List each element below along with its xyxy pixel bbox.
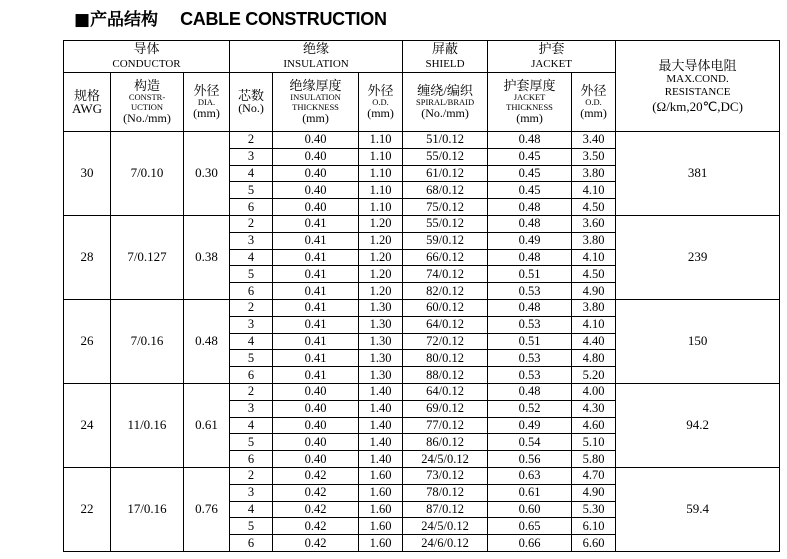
spiral-braid-cell: 51/0.12 [403,132,488,149]
insulation-od-cell: 1.60 [359,467,403,484]
table-row [64,299,780,316]
insulation-od-header: 外径 O.D. (mm) [359,73,403,132]
jacket-thickness-cell: 0.48 [488,199,572,216]
jacket-thickness-cell: 0.48 [488,215,572,232]
insulation-od-cell: 1.60 [359,501,403,518]
jacket-thickness-cell: 0.61 [488,484,572,501]
awg-cell: 24 [64,383,111,467]
jacket-od-cell: 4.80 [572,350,616,367]
spiral-braid-cell: 24/5/0.12 [403,518,488,535]
insulation-thickness-cell: 0.40 [273,199,359,216]
jacket-od-cell: 4.10 [572,316,616,333]
spiral-braid-cell: 64/0.12 [403,316,488,333]
insulation-thickness-cell: 0.41 [273,316,359,333]
construction-cell: 17/0.16 [111,467,184,551]
jacket-od-cell: 4.50 [572,199,616,216]
construction-cell: 7/0.10 [111,132,184,216]
cores-cell: 2 [230,215,273,232]
insulation-thickness-cell: 0.40 [273,132,359,149]
spiral-braid-cell: 24/5/0.12 [403,451,488,468]
jacket-od-cell: 4.60 [572,417,616,434]
table-row [64,383,780,400]
insulation-od-cell: 1.60 [359,518,403,535]
jacket-thickness-cell: 0.53 [488,350,572,367]
spiral-braid-cell: 80/0.12 [403,350,488,367]
spiral-braid-cell: 68/0.12 [403,182,488,199]
cores-cell: 4 [230,417,273,434]
spiral-braid-cell: 69/0.12 [403,400,488,417]
spiral-braid-cell: 55/0.12 [403,215,488,232]
cores-cell: 6 [230,367,273,384]
insulation-od-cell: 1.30 [359,299,403,316]
cores-cell: 6 [230,283,273,300]
resistance-header: 最大导体电阻 MAX.COND. RESISTANCE (Ω/km,20℃,DC) [616,41,780,132]
cores-cell: 5 [230,518,273,535]
awg-cell: 26 [64,299,111,383]
jacket-thickness-cell: 0.53 [488,283,572,300]
jacket-thickness-cell: 0.49 [488,417,572,434]
cores-cell: 5 [230,266,273,283]
spiral-braid-cell: 87/0.12 [403,501,488,518]
jacket-thickness-cell: 0.60 [488,501,572,518]
jacket-thickness-cell: 0.66 [488,535,572,552]
cores-cell: 5 [230,434,273,451]
table-row [64,132,780,149]
table-body [64,132,780,552]
jacket-thickness-cell: 0.48 [488,299,572,316]
awg-cell: 28 [64,215,111,299]
spiral-braid-cell: 61/0.12 [403,165,488,182]
insulation-od-cell: 1.40 [359,400,403,417]
shield-header: 屏蔽 SHIELD [403,41,488,73]
jacket-od-cell: 3.80 [572,232,616,249]
insulation-od-cell: 1.40 [359,434,403,451]
dia-cell: 0.48 [184,299,230,383]
insulation-od-cell: 1.20 [359,215,403,232]
cores-cell: 4 [230,165,273,182]
jacket-od-cell: 4.00 [572,383,616,400]
insulation-thickness-cell: 0.40 [273,434,359,451]
insulation-thickness-cell: 0.40 [273,182,359,199]
jacket-od-cell: 5.30 [572,501,616,518]
jacket-thickness-cell: 0.45 [488,148,572,165]
cores-cell: 6 [230,451,273,468]
spiral-braid-cell: 24/6/0.12 [403,535,488,552]
dia-cell: 0.38 [184,215,230,299]
insulation-thickness-cell: 0.40 [273,383,359,400]
insulation-od-cell: 1.20 [359,283,403,300]
jacket-thickness-header: 护套厚度 JACKET THICKNESS (mm) [488,73,572,132]
awg-header: 规格 AWG [64,73,111,132]
insulation-od-cell: 1.10 [359,132,403,149]
jacket-od-cell: 3.80 [572,165,616,182]
jacket-od-cell: 5.80 [572,451,616,468]
jacket-thickness-cell: 0.54 [488,434,572,451]
jacket-thickness-cell: 0.45 [488,165,572,182]
spiral-braid-cell: 60/0.12 [403,299,488,316]
insulation-thickness-cell: 0.40 [273,148,359,165]
spiral-braid-cell: 64/0.12 [403,383,488,400]
spiral-braid-cell: 88/0.12 [403,367,488,384]
construction-cell: 11/0.16 [111,383,184,467]
insulation-od-cell: 1.20 [359,249,403,266]
cores-header: 芯数 (No.) [230,73,273,132]
spiral-braid-cell: 77/0.12 [403,417,488,434]
dia-header: 外径 DIA. (mm) [184,73,230,132]
jacket-thickness-cell: 0.49 [488,232,572,249]
insulation-od-cell: 1.10 [359,165,403,182]
insulation-thickness-cell: 0.42 [273,501,359,518]
insulation-thickness-cell: 0.42 [273,535,359,552]
construction-cell: 7/0.127 [111,215,184,299]
jacket-thickness-cell: 0.51 [488,266,572,283]
insulation-thickness-cell: 0.41 [273,333,359,350]
jacket-od-cell: 5.10 [572,434,616,451]
spiral-braid-cell: 74/0.12 [403,266,488,283]
insulation-thickness-header: 绝缘厚度 INSULATION THICKNESS (mm) [273,73,359,132]
spiral-braid-cell: 59/0.12 [403,232,488,249]
insulation-thickness-cell: 0.41 [273,215,359,232]
resistance-cell: 381 [616,132,780,216]
insulation-thickness-cell: 0.40 [273,451,359,468]
insulation-od-cell: 1.10 [359,148,403,165]
cores-cell: 4 [230,249,273,266]
insulation-thickness-cell: 0.40 [273,165,359,182]
insulation-od-cell: 1.60 [359,484,403,501]
dia-cell: 0.30 [184,132,230,216]
jacket-od-cell: 4.70 [572,467,616,484]
spiral-braid-cell: 75/0.12 [403,199,488,216]
title-en: CABLE CONSTRUCTION [180,9,387,29]
insulation-od-cell: 1.20 [359,266,403,283]
spiral-braid-cell: 82/0.12 [403,283,488,300]
cores-cell: 6 [230,535,273,552]
insulation-od-cell: 1.30 [359,367,403,384]
cores-cell: 3 [230,484,273,501]
jacket-od-cell: 4.50 [572,266,616,283]
insulation-od-cell: 1.40 [359,383,403,400]
spiral-braid-cell: 66/0.12 [403,249,488,266]
dia-cell: 0.61 [184,383,230,467]
resistance-cell: 59.4 [616,467,780,551]
jacket-thickness-cell: 0.48 [488,383,572,400]
insulation-od-cell: 1.30 [359,350,403,367]
jacket-od-cell: 5.20 [572,367,616,384]
jacket-thickness-cell: 0.56 [488,451,572,468]
page-title [74,6,387,32]
insulation-thickness-cell: 0.42 [273,518,359,535]
jacket-od-cell: 4.10 [572,249,616,266]
cores-cell: 2 [230,299,273,316]
cores-cell: 4 [230,333,273,350]
insulation-od-cell: 1.60 [359,535,403,552]
insulation-thickness-cell: 0.41 [273,350,359,367]
cores-cell: 6 [230,199,273,216]
insulation-thickness-cell: 0.41 [273,283,359,300]
jacket-thickness-cell: 0.48 [488,132,572,149]
insulation-thickness-cell: 0.41 [273,249,359,266]
insulation-header: 绝缘 INSULATION [230,41,403,73]
square-bullet-icon: ■ [74,10,91,30]
jacket-thickness-cell: 0.51 [488,333,572,350]
spiral-braid-cell: 55/0.12 [403,148,488,165]
cores-cell: 3 [230,148,273,165]
title-zh: 产品结构 [90,10,159,30]
spiral-braid-cell: 78/0.12 [403,484,488,501]
jacket-od-header: 外径 O.D. (mm) [572,73,616,132]
insulation-od-cell: 1.30 [359,333,403,350]
insulation-thickness-cell: 0.41 [273,266,359,283]
table-row [64,467,780,484]
cable-construction-table [63,40,780,552]
cores-cell: 2 [230,467,273,484]
resistance-cell: 94.2 [616,383,780,467]
jacket-od-cell: 4.90 [572,484,616,501]
jacket-od-cell: 3.40 [572,132,616,149]
insulation-od-cell: 1.40 [359,417,403,434]
insulation-thickness-cell: 0.41 [273,367,359,384]
jacket-od-cell: 3.60 [572,215,616,232]
cores-cell: 5 [230,350,273,367]
jacket-thickness-cell: 0.63 [488,467,572,484]
jacket-od-cell: 4.40 [572,333,616,350]
jacket-od-cell: 6.10 [572,518,616,535]
insulation-od-cell: 1.40 [359,451,403,468]
spiral-braid-cell: 73/0.12 [403,467,488,484]
cores-cell: 3 [230,400,273,417]
jacket-od-cell: 4.10 [572,182,616,199]
jacket-thickness-cell: 0.53 [488,316,572,333]
insulation-od-cell: 1.20 [359,232,403,249]
cores-cell: 5 [230,182,273,199]
spiral-braid-header: 缠绕/编织 SPIRAL/BRAID (No./mm) [403,73,488,132]
insulation-od-cell: 1.10 [359,199,403,216]
spiral-braid-cell: 86/0.12 [403,434,488,451]
construction-header: 构造 CONSTR- UCTION (No./mm) [111,73,184,132]
jacket-od-cell: 6.60 [572,535,616,552]
jacket-od-cell: 3.50 [572,148,616,165]
awg-cell: 30 [64,132,111,216]
resistance-cell: 239 [616,215,780,299]
jacket-od-cell: 3.80 [572,299,616,316]
jacket-thickness-cell: 0.45 [488,182,572,199]
dia-cell: 0.76 [184,467,230,551]
insulation-thickness-cell: 0.40 [273,400,359,417]
spiral-braid-cell: 72/0.12 [403,333,488,350]
conductor-header: 导体 CONDUCTOR [64,41,230,73]
construction-cell: 7/0.16 [111,299,184,383]
insulation-od-cell: 1.10 [359,182,403,199]
cores-cell: 2 [230,132,273,149]
jacket-od-cell: 4.30 [572,400,616,417]
cores-cell: 3 [230,232,273,249]
insulation-thickness-cell: 0.40 [273,417,359,434]
cores-cell: 3 [230,316,273,333]
jacket-od-cell: 4.90 [572,283,616,300]
jacket-thickness-cell: 0.52 [488,400,572,417]
cores-cell: 2 [230,383,273,400]
insulation-thickness-cell: 0.41 [273,232,359,249]
insulation-thickness-cell: 0.42 [273,467,359,484]
awg-cell: 22 [64,467,111,551]
jacket-thickness-cell: 0.53 [488,367,572,384]
table-row [64,215,780,232]
jacket-thickness-cell: 0.48 [488,249,572,266]
insulation-thickness-cell: 0.41 [273,299,359,316]
insulation-thickness-cell: 0.42 [273,484,359,501]
insulation-od-cell: 1.30 [359,316,403,333]
jacket-thickness-cell: 0.65 [488,518,572,535]
jacket-header: 护套 JACKET [488,41,616,73]
resistance-cell: 150 [616,299,780,383]
cores-cell: 4 [230,501,273,518]
